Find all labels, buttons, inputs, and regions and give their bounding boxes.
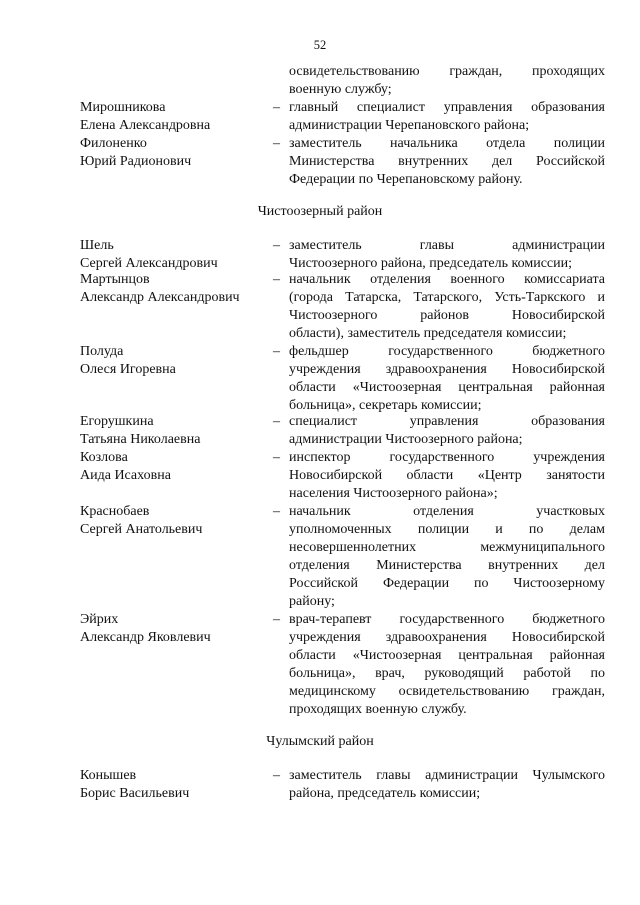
- member-role-line: проходящих военную службу.: [289, 702, 467, 717]
- member-role-line: району;: [289, 594, 335, 609]
- member-role-line: врач-терапевт государственного бюджетного: [289, 612, 605, 627]
- member-role-line: заместитель главы администрации Чулымского: [289, 768, 605, 783]
- member-given-names: Александр Александрович: [80, 290, 240, 305]
- member-role-line: медицинскому освидетельствованию граждан,: [289, 684, 605, 699]
- member-role-line: инспектор государственного учреждения: [289, 450, 605, 465]
- member-surname: Конышев: [80, 768, 137, 783]
- member-role-line: специалист управления образования: [289, 414, 605, 429]
- member-role-line: Федерации по Черепановскому району.: [289, 172, 523, 187]
- dash-separator: –: [273, 450, 280, 465]
- member-given-names: Сергей Александрович: [80, 256, 218, 271]
- member-role-line: Чистоозерного районов Новосибирской: [289, 308, 605, 323]
- member-role-line: Российской Федерации по Чистоозерному: [289, 576, 605, 591]
- page-number: 52: [313, 38, 327, 52]
- member-given-names: Александр Яковлевич: [80, 630, 211, 645]
- member-role-line: больница», врач, руководящий работой по: [289, 666, 605, 681]
- section-heading: Чулымский район: [266, 734, 374, 749]
- member-role-line: начальник отделения военного комиссариата: [289, 272, 605, 287]
- member-role-line: населения Чистоозерного района»;: [289, 486, 498, 501]
- member-role-line: области «Чистоозерная центральная районная: [289, 380, 605, 395]
- member-surname: Козлова: [80, 450, 128, 465]
- member-given-names: Борис Васильевич: [80, 786, 190, 801]
- dash-separator: –: [273, 100, 280, 115]
- member-role-line: несовершеннолетних межмуниципального: [289, 540, 605, 555]
- dash-separator: –: [273, 612, 280, 627]
- member-given-names: Сергей Анатольевич: [80, 522, 203, 537]
- member-surname: Шель: [80, 238, 114, 253]
- member-role-line: отделения Министерства внутренних дел: [289, 558, 605, 573]
- member-role-line: заместитель главы администрации: [289, 238, 605, 253]
- dash-separator: –: [273, 344, 280, 359]
- member-surname: Краснобаев: [80, 504, 150, 519]
- dash-separator: –: [273, 504, 280, 519]
- member-role-line: начальник отделения участковых: [289, 504, 605, 519]
- section-heading: Чистоозерный район: [257, 204, 383, 219]
- member-role-line: администрации Чистоозерного района;: [289, 432, 523, 447]
- dash-separator: –: [273, 272, 280, 287]
- member-given-names: Юрий Радионович: [80, 154, 192, 169]
- member-role-line: Чистоозерного района, председатель комиссии;: [289, 256, 572, 271]
- dash-separator: –: [273, 238, 280, 253]
- dash-separator: –: [273, 768, 280, 783]
- member-given-names: Аида Исаховна: [80, 468, 171, 483]
- member-role-line: учреждения здравоохранения Новосибирской: [289, 362, 605, 377]
- member-role-line: района, председатель комиссии;: [289, 786, 481, 801]
- member-role-line: области), заместитель председателя комиссии;: [289, 326, 567, 341]
- member-surname: Полуда: [80, 344, 124, 359]
- member-role-line: администрации Черепановского района;: [289, 118, 530, 133]
- member-role-line: области «Чистоозерная центральная районная: [289, 648, 605, 663]
- member-role-line: больница», секретарь комиссии;: [289, 398, 482, 413]
- member-surname: Егорушкина: [80, 414, 154, 429]
- member-role-line: (города Татарска, Татарского, Усть-Таркского и: [289, 290, 605, 305]
- member-role-line: Новосибирской области «Центр занятости: [289, 468, 605, 483]
- member-role-line: заместитель начальника отдела полиции: [289, 136, 605, 151]
- member-role-line: учреждения здравоохранения Новосибирской: [289, 630, 605, 645]
- member-role-line: фельдшер государственного бюджетного: [289, 344, 605, 359]
- member-role-line: уполномоченных полиции и по делам: [289, 522, 605, 537]
- member-surname: Эйрих: [80, 612, 119, 627]
- member-given-names: Олеся Игоревна: [80, 362, 176, 377]
- continuation-line: военную службу;: [289, 82, 392, 97]
- member-role-line: главный специалист управления образования: [289, 100, 605, 115]
- dash-separator: –: [273, 414, 280, 429]
- member-surname: Мартынцов: [80, 272, 150, 287]
- dash-separator: –: [273, 136, 280, 151]
- member-given-names: Елена Александровна: [80, 118, 211, 133]
- member-role-line: Министерства внутренних дел Российской: [289, 154, 605, 169]
- member-surname: Филоненко: [80, 136, 147, 151]
- member-surname: Мирошникова: [80, 100, 166, 115]
- member-given-names: Татьяна Николаевна: [80, 432, 201, 447]
- continuation-line: освидетельствованию граждан, проходящих: [289, 64, 605, 79]
